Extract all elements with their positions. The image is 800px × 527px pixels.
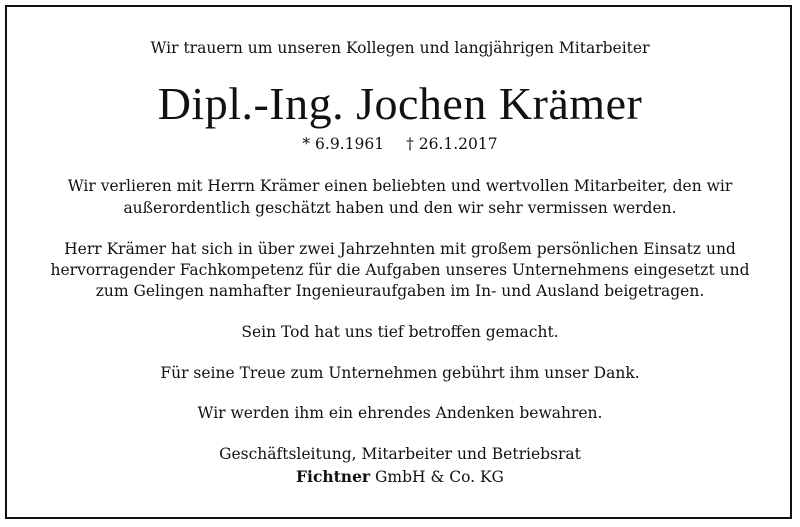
company-name-bold: Fichtner [296, 467, 371, 486]
paragraph-2-line-2: hervorragender Fachkompetenz für die Aufgaben unseres Unternehmens eingesetzt und [50, 261, 750, 279]
birth-date: * 6.9.1961 [302, 135, 385, 153]
paragraph-2-line-1: Herr Krämer hat sich in über zwei Jahrzehnten mit großem persönlichen Einsatz und [64, 240, 736, 258]
paragraph-1-line-1: Wir verlieren mit Herrn Krämer einen beliebten und wertvollen Mitarbeiter, den wir [67, 177, 733, 195]
intro-text: Wir trauern um unseren Kollegen und langjährigen Mitarbeiter [150, 39, 650, 57]
signature-line: Geschäftsleitung, Mitarbeiter und Betriebsrat [219, 445, 581, 463]
company-name [0, 466, 800, 488]
life-dates [0, 133, 800, 155]
death-date: † 26.1.2017 [406, 135, 498, 153]
company-name-rest: GmbH & Co. KG [370, 468, 504, 486]
paragraph-5: Wir werden ihm ein ehrendes Andenken bewahren. [197, 404, 603, 422]
paragraph-4: Für seine Treue zum Unternehmen gebührt ihm unser Dank. [160, 364, 640, 382]
paragraph-1-line-2: außerordentlich geschätzt haben und den wir sehr vermissen werden. [123, 199, 677, 217]
paragraph-3: Sein Tod hat uns tief betroffen gemacht. [241, 323, 559, 341]
deceased-name: Dipl.-Ing. Jochen Krämer [157, 78, 643, 129]
paragraph-2-line-3: zum Gelingen namhafter Ingenieuraufgaben im In- und Ausland beigetragen. [95, 282, 705, 300]
